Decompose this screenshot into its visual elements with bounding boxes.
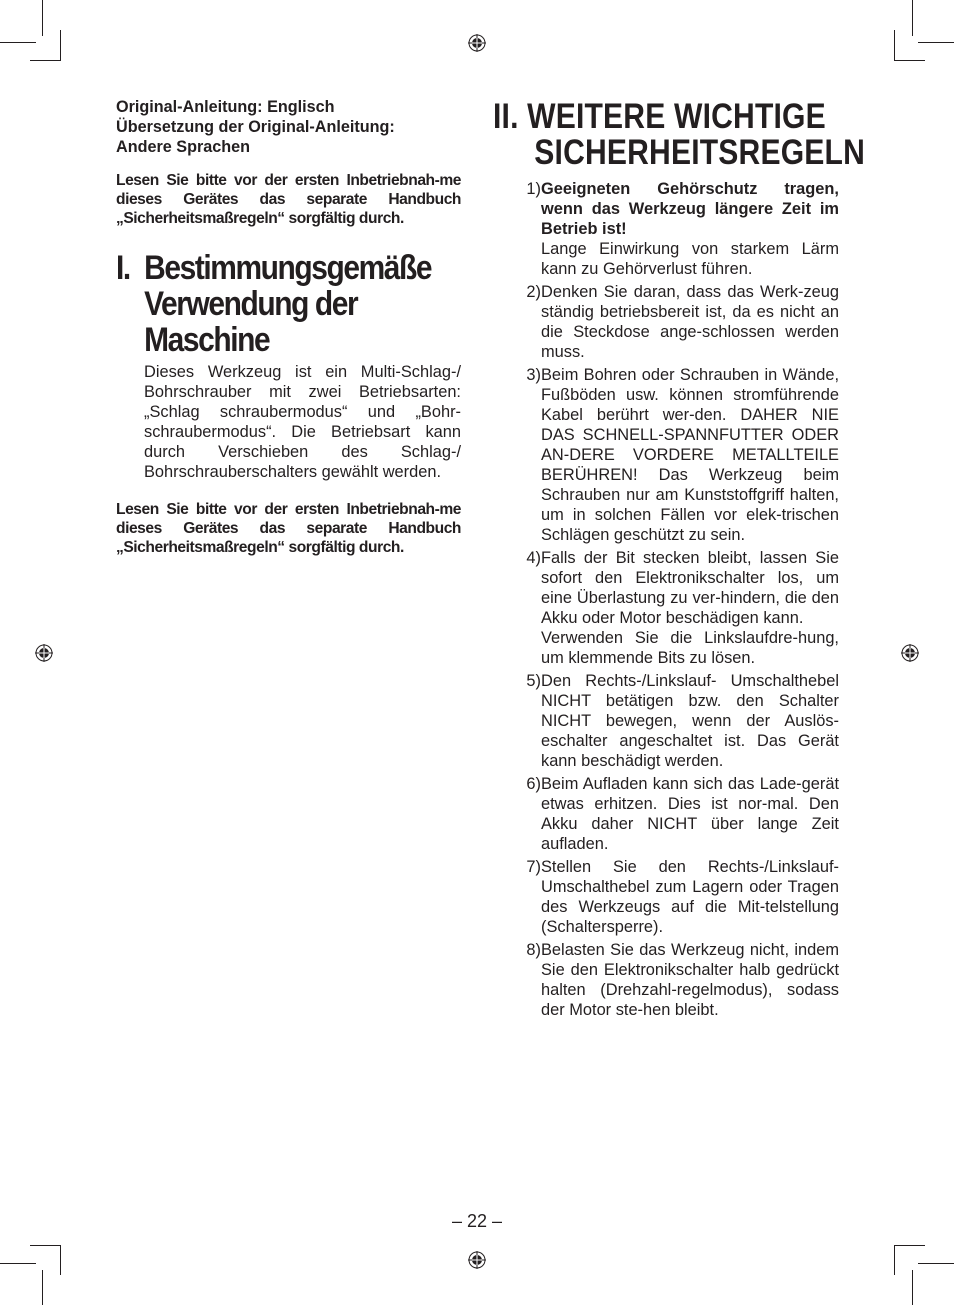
list-item-number: 1): [526, 180, 541, 198]
crop-mark-icon: [894, 1245, 895, 1275]
list-item-text: Stellen Sie den Rechts-/Linkslauf-Umschalthebel zum Lagern oder Tragen des Werkzeugs auf die Mit-telstellung (Schaltersperre).: [541, 858, 839, 936]
list-item-bold-text: Geeigneten Gehörschutz tragen, wenn das Werkzeug längere Zeit im Betrieb ist!: [541, 180, 839, 238]
list-item-number: 5): [526, 672, 541, 690]
list-item-number: 3): [526, 366, 541, 384]
list-item-number: 4): [526, 549, 541, 567]
translation-note-line: Andere Sprachen: [116, 138, 251, 156]
crop-mark-icon: [42, 0, 43, 36]
section-1-number: I.: [116, 249, 130, 287]
translation-note: [116, 97, 461, 157]
list-item: [493, 179, 839, 279]
crop-mark-icon: [60, 1245, 61, 1275]
crop-mark-icon: [918, 1263, 954, 1264]
section-1-title-line: Bestimmungsgemäße: [144, 249, 432, 287]
crop-mark-icon: [30, 60, 61, 61]
crop-mark-icon: [0, 1263, 36, 1264]
list-item-text: Lange Einwirkung von starkem Lärm kann zu Gehörverlust führen.: [541, 240, 839, 278]
section-1-body: Dieses Werkzeug ist ein Multi-Schlag-/ Bohrschrauber mit zwei Betriebsarten: „Schlag schraubermodus“ und „Bohr-schraubermodus“. Die Betriebsart kann durch Verschieben des Schlag-/ Bohrschrauberschalters gewählt werden.: [144, 363, 461, 481]
section-2-title-line: SICHERHEITSREGELN: [534, 133, 866, 172]
list-item-number: 7): [526, 858, 541, 876]
page-number: – 22 –: [451, 1211, 503, 1231]
right-column: [493, 97, 866, 1023]
translation-note-line: Original-Anleitung: Englisch: [116, 98, 335, 116]
list-item-text: Belasten Sie das Werkzeug nicht, indem Sie den Elektronikschalter halb gedrückt halten (Drehzahl-regelmodus), sodass der Motor ste-hen bleibt.: [541, 941, 839, 1019]
section-1-title-line: Maschine: [144, 321, 270, 359]
list-item-number: 2): [526, 283, 541, 301]
translation-note-line: Übersetzung der Original-Anleitung:: [116, 118, 395, 136]
crop-mark-icon: [60, 30, 61, 60]
registration-mark-icon: [901, 644, 919, 662]
list-item: [493, 774, 839, 854]
list-item: [493, 548, 839, 668]
safety-manual-notice: Lesen Sie bitte vor der ersten Inbetriebnah-me dieses Gerätes das separate Handbuch „Sicherheitsmaßregeln“ sorgfältig durch.: [116, 501, 461, 556]
crop-mark-icon: [894, 60, 925, 61]
section-1-title-line: Verwendung der: [144, 285, 358, 323]
list-item: [493, 940, 839, 1020]
safety-manual-notice: Lesen Sie bitte vor der ersten Inbetriebnah-me dieses Gerätes das separate Handbuch „Sicherheitsmaßregeln“ sorgfältig durch.: [116, 172, 461, 227]
crop-mark-icon: [42, 1270, 43, 1305]
crop-mark-icon: [894, 1245, 925, 1246]
list-item-text: Denken Sie daran, dass das Werk-zeug ständig betriebsbereit ist, da es nicht an die Steckdose ange-schlossen werden muss.: [541, 283, 839, 361]
registration-mark-icon: [468, 1251, 486, 1269]
list-item: [493, 671, 839, 771]
safety-rules-list: [493, 179, 839, 1020]
crop-mark-icon: [894, 30, 895, 60]
list-item-number: 6): [526, 775, 541, 793]
crop-mark-icon: [912, 1270, 913, 1305]
list-item-body: [541, 179, 839, 279]
section-2-heading: [493, 97, 866, 172]
list-item: [493, 365, 839, 545]
list-item-text: Den Rechts-/Linkslauf- Umschalthebel NICHT betätigen bzw. den Schalter NICHT bewegen, wenn der Auslös-eschalter angeschaltet ist. Das Gerät kann beschädigt werden.: [541, 672, 839, 770]
registration-mark-icon: [35, 644, 53, 662]
list-item-number: 8): [526, 941, 541, 959]
crop-mark-icon: [30, 1245, 61, 1246]
crop-mark-icon: [0, 42, 36, 43]
crop-mark-icon: [918, 42, 954, 43]
section-1-heading: [116, 249, 432, 359]
list-item-text: Beim Bohren oder Schrauben in Wände, Fußböden usw. können stromführende Kabel berührt wer-den. DAHER NIE DAS SCHNELL-SPANNFUTTER ODER AN-DERE VORDERE METALLTEILE BERÜHREN! Das Werkzeug beim Schrauben nur am Kunststoffgriff halten, um in solchen Fällen vor elek-trischen Schlägen geschützt zu sein.: [541, 366, 839, 544]
list-item: [493, 282, 839, 362]
section-2-title-line: II. WEITERE WICHTIGE: [493, 97, 826, 136]
list-item: [493, 857, 839, 937]
list-item-text: Beim Aufladen kann sich das Lade-gerät etwas erhitzen. Dies ist nor-mal. Den Akku daher NICHT über lange Zeit aufladen.: [541, 775, 839, 853]
left-column: [116, 97, 461, 557]
registration-mark-icon: [468, 34, 486, 52]
list-item-text: Falls der Bit stecken bleibt, lassen Sie sofort den Elektronikschalter los, um eine Überlastung zu ver-hindern, die den Akku oder Motor beschädigen kann.: [541, 549, 839, 627]
list-item-body: [541, 548, 839, 668]
crop-mark-icon: [912, 0, 913, 36]
list-item-text: Verwenden Sie die Linkslaufdre-hung, um klemmende Bits zu lösen.: [541, 629, 839, 667]
